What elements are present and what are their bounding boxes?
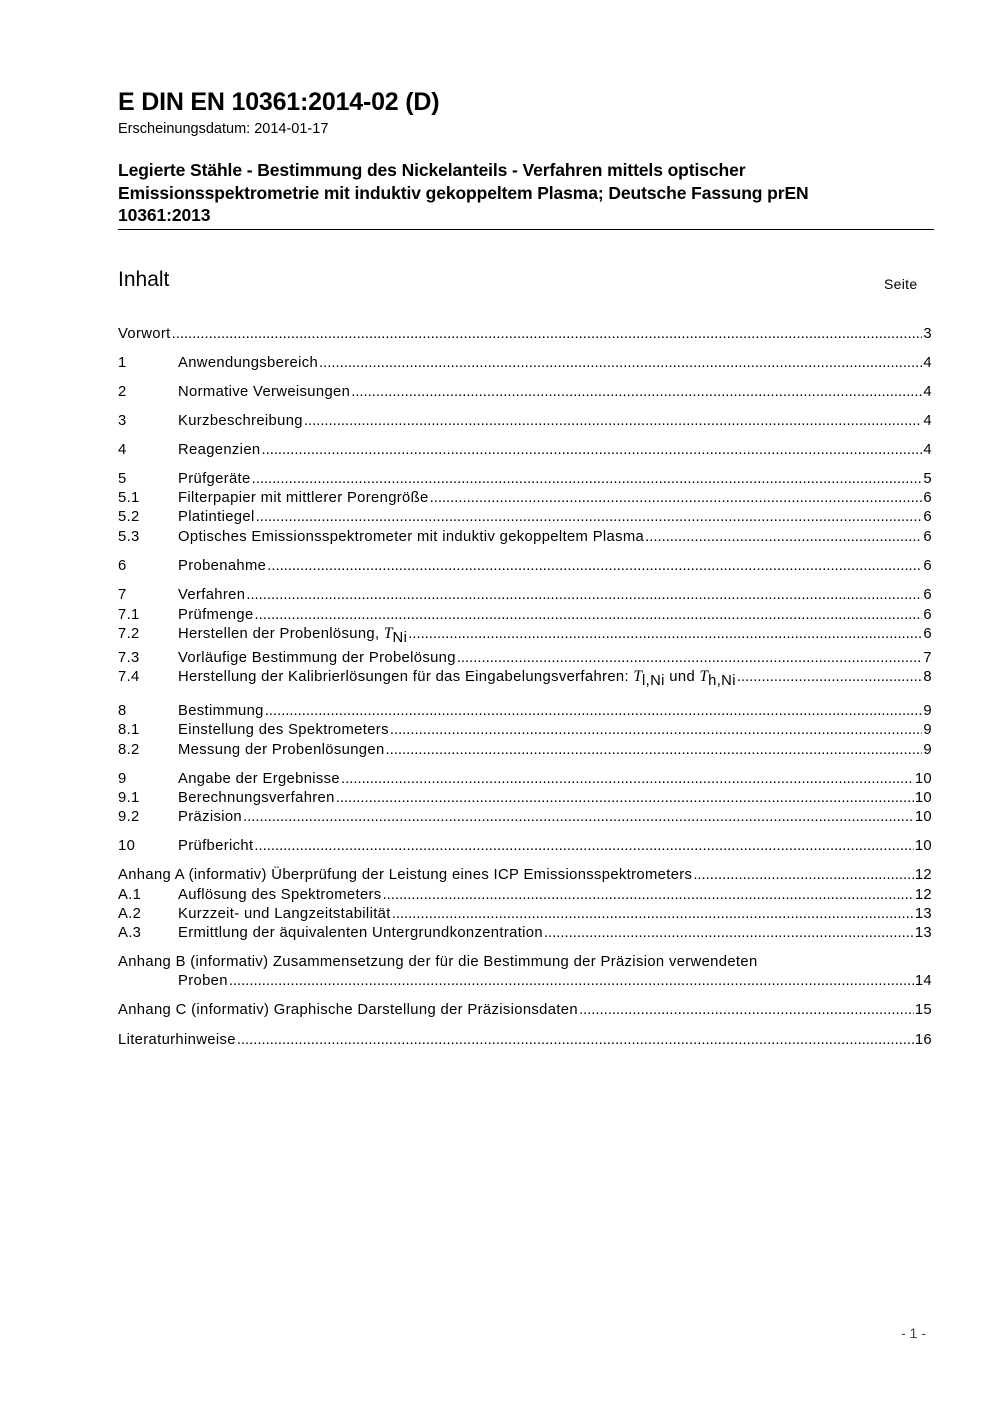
footer-page-number: - 1 - — [901, 1325, 926, 1341]
toc-entry-title: Einstellung des Spektrometers — [178, 722, 389, 738]
toc-entry-title: Angabe der Ergebnisse — [178, 771, 341, 787]
toc-heading: Inhalt — [118, 268, 170, 291]
toc-entry-number: 7.1 — [118, 607, 140, 623]
toc-entry-title: Anhang C (informativ) Graphische Darstellung der Präzisionsdaten — [118, 1002, 578, 1018]
toc-leader-dots — [229, 972, 914, 990]
toc-entry-page: 10 — [914, 771, 932, 787]
toc-entry-page: 10 — [914, 790, 932, 806]
toc-entry-number: 5 — [118, 471, 127, 487]
toc-entry-page: 13 — [914, 906, 932, 922]
toc-entry-page: 12 — [914, 887, 932, 903]
toc-entry-number: 1 — [118, 355, 127, 371]
toc-entry-7-4[interactable] — [118, 668, 932, 689]
toc-leader-dots — [319, 354, 922, 372]
symbol-t-low: T — [633, 668, 643, 685]
toc-entry-title: Berechnungsverfahren — [178, 790, 335, 806]
toc-leader-dots — [254, 837, 913, 855]
toc-entry-number: 7.3 — [118, 650, 140, 666]
toc-leader-dots — [737, 668, 923, 686]
toc-entry-number: 5.2 — [118, 509, 140, 525]
toc-entry-number: 8 — [118, 703, 127, 719]
toc-entry-title: Anwendungsbereich — [178, 355, 319, 371]
toc-entry-8-1[interactable] — [118, 721, 932, 739]
toc-entry-title: Messung der Probenlösungen — [178, 742, 385, 758]
toc-entry-a-3[interactable] — [118, 924, 932, 942]
toc-entry-number: 7 — [118, 587, 127, 603]
toc-entry-page: 9 — [923, 722, 932, 738]
toc-entry-page: 10 — [914, 809, 932, 825]
toc-leader-dots — [408, 625, 922, 643]
toc-entry-page: 6 — [923, 558, 932, 574]
toc-entry-title: Prüfmenge — [178, 607, 254, 623]
toc-entry-7-2[interactable] — [118, 625, 932, 646]
toc-leader-dots — [246, 586, 922, 604]
toc-entry-page: 9 — [923, 703, 932, 719]
toc-entry-title: Normative Verweisungen — [178, 384, 351, 400]
toc-entry-page: 4 — [923, 355, 932, 371]
toc-entry-number: 9 — [118, 771, 127, 787]
table-of-contents — [118, 0, 932, 1100]
symbol-t-high: T — [699, 668, 709, 685]
toc-entry-5-1[interactable] — [118, 489, 932, 507]
toc-entry-9-2[interactable] — [118, 808, 932, 826]
toc-entry-number: 9.2 — [118, 809, 140, 825]
toc-entry-8-2[interactable] — [118, 741, 932, 759]
toc-entry-number: 9.1 — [118, 790, 140, 806]
toc-leader-dots — [304, 412, 923, 430]
toc-entry-page: 9 — [923, 742, 932, 758]
toc-leader-dots — [645, 528, 922, 546]
toc-entry-number: 4 — [118, 442, 127, 458]
toc-entry-page: 6 — [923, 529, 932, 545]
toc-entry-anhang-c[interactable] — [118, 1001, 932, 1019]
toc-leader-dots — [430, 489, 923, 507]
toc-entry-title: Probenahme — [178, 558, 267, 574]
toc-entry-title: Ermittlung der äquivalenten Untergrundkonzentration — [178, 925, 543, 941]
toc-leader-dots — [693, 866, 914, 884]
toc-entry-title: Verfahren — [178, 587, 246, 603]
toc-entry-title-continuation: Proben — [178, 973, 228, 989]
toc-entry-anhang-a[interactable] — [118, 866, 932, 884]
toc-leader-dots — [172, 325, 923, 343]
toc-leader-dots — [243, 808, 914, 826]
toc-entry-title: Kurzbeschreibung — [178, 413, 303, 429]
toc-entry-page: 6 — [923, 490, 932, 506]
toc-entry-page: 3 — [923, 326, 932, 342]
document-title-line: 10361:2013 — [118, 205, 211, 225]
toc-entry-page: 6 — [923, 626, 932, 642]
toc-entry-10[interactable] — [118, 837, 932, 855]
symbol-subscript-low: l,Ni — [642, 673, 665, 689]
toc-entry-page: 6 — [923, 607, 932, 623]
toc-leader-dots — [390, 721, 923, 739]
toc-entry-6[interactable] — [118, 557, 932, 575]
toc-entry-number: 7.4 — [118, 669, 140, 685]
toc-entry-7-3[interactable] — [118, 649, 932, 667]
toc-entry-anhang-b[interactable] — [118, 972, 932, 990]
toc-entry-page: 5 — [923, 471, 932, 487]
toc-entry-number: 7.2 — [118, 626, 140, 642]
toc-entry-4[interactable] — [118, 441, 932, 459]
toc-entry-number: 3 — [118, 413, 127, 429]
toc-entry-page: 14 — [914, 973, 932, 989]
toc-entry-number: 5.1 — [118, 490, 140, 506]
toc-entry-title: Kurzzeit- und Langzeitstabilität — [178, 906, 391, 922]
toc-entry-page: 15 — [914, 1002, 932, 1018]
toc-entry-number: A.3 — [118, 925, 142, 941]
toc-leader-dots — [336, 789, 914, 807]
toc-entry-number: 8.1 — [118, 722, 140, 738]
toc-entry-5-3[interactable] — [118, 528, 932, 546]
toc-entry-title: Optisches Emissionsspektrometer mit induktiv gekoppeltem Plasma — [178, 529, 645, 545]
toc-entry-page: 8 — [923, 669, 932, 685]
toc-entry-title: Reagenzien — [178, 442, 261, 458]
toc-entry-conjunction: und — [664, 669, 700, 685]
toc-entry-title: Anhang A (informativ) Überprüfung der Leistung eines ICP Emissionsspektrometers — [118, 867, 693, 883]
toc-entry-8[interactable] — [118, 702, 932, 720]
toc-leader-dots — [544, 924, 914, 942]
document-title-line: Emissionsspektrometrie mit induktiv gekoppeltem Plasma; Deutsche Fassung prEN — [118, 182, 809, 203]
toc-leader-dots — [579, 1001, 914, 1019]
toc-entry-3[interactable] — [118, 412, 932, 430]
toc-entry-literaturhinweise[interactable] — [118, 1031, 932, 1049]
toc-entry-5[interactable] — [118, 470, 932, 488]
toc-leader-dots — [256, 508, 923, 526]
toc-entry-2[interactable] — [118, 383, 932, 401]
toc-leader-dots — [255, 606, 923, 624]
toc-entry-page: 10 — [914, 838, 932, 854]
toc-entry-page: 16 — [914, 1032, 932, 1048]
document-id: E DIN EN 10361:2014-02 (D) — [118, 88, 440, 116]
toc-entry-page: 4 — [923, 413, 932, 429]
toc-entry-page: 4 — [923, 384, 932, 400]
toc-entry-title: Filterpapier mit mittlerer Porengröße — [178, 490, 429, 506]
document-title-line: Legierte Stähle - Bestimmung des Nickelanteils - Verfahren mittels optischer — [118, 160, 746, 180]
symbol-subscript-high: h,Ni — [708, 673, 736, 689]
toc-entry-page: 6 — [923, 587, 932, 603]
toc-entry-9-1[interactable] — [118, 789, 932, 807]
toc-entry-title: Bestimmung — [178, 703, 264, 719]
toc-entry-title: Literaturhinweise — [118, 1032, 236, 1048]
toc-leader-dots — [261, 441, 922, 459]
publication-date: Erscheinungsdatum: 2014-01-17 — [118, 121, 329, 137]
toc-entry-title: Anhang B (informativ) Zusammensetzung der für die Bestimmung der Präzision verwendeten — [118, 954, 758, 970]
toc-entry-title-text: Herstellung der Kalibrierlösungen für das Eingabelungsverfahren: — [178, 669, 634, 685]
toc-entry-page: 6 — [923, 509, 932, 525]
symbol-subscript: Ni — [392, 630, 408, 646]
toc-entry-number: 8.2 — [118, 742, 140, 758]
toc-entry-number: 6 — [118, 558, 127, 574]
toc-entry-vorwort[interactable] — [118, 325, 932, 343]
toc-entry-title — [178, 668, 736, 689]
toc-entry-7[interactable] — [118, 586, 932, 604]
toc-entry-page: 13 — [914, 925, 932, 941]
toc-entry-title: Vorwort — [118, 326, 171, 342]
toc-entry-9[interactable] — [118, 770, 932, 788]
toc-entry-anhang-b-line1[interactable] — [118, 953, 932, 971]
toc-entry-page: 4 — [923, 442, 932, 458]
toc-entry-number: A.2 — [118, 906, 142, 922]
toc-leader-dots — [252, 470, 923, 488]
toc-entry-title: Präzision — [178, 809, 243, 825]
toc-entry-title-text: Herstellen der Probenlösung, — [178, 626, 384, 642]
toc-entry-7-1[interactable] — [118, 606, 932, 624]
toc-leader-dots — [457, 649, 923, 667]
toc-leader-dots — [392, 905, 914, 923]
toc-leader-dots — [267, 557, 922, 575]
toc-entry-page: 7 — [923, 650, 932, 666]
toc-entry-5-2[interactable] — [118, 508, 932, 526]
toc-entry-title: Prüfgeräte — [178, 471, 251, 487]
toc-entry-page: 12 — [914, 867, 932, 883]
toc-entry-1[interactable] — [118, 354, 932, 372]
toc-page-column-label: Seite — [884, 276, 918, 292]
toc-entry-title: Platintiegel — [178, 509, 255, 525]
toc-entry-a-1[interactable] — [118, 886, 932, 904]
toc-leader-dots — [237, 1031, 914, 1049]
toc-entry-number: A.1 — [118, 887, 142, 903]
toc-leader-dots — [341, 770, 914, 788]
toc-entry-title — [178, 625, 408, 646]
toc-leader-dots — [386, 741, 923, 759]
toc-entry-number: 2 — [118, 384, 127, 400]
toc-entry-title: Vorläufige Bestimmung der Probelösung — [178, 650, 456, 666]
toc-leader-dots — [351, 383, 922, 401]
toc-entry-number: 5.3 — [118, 529, 140, 545]
toc-leader-dots — [265, 702, 923, 720]
toc-leader-dots — [383, 886, 914, 904]
toc-entry-a-2[interactable] — [118, 905, 932, 923]
symbol-t: T — [383, 625, 393, 642]
toc-entry-title: Auflösung des Spektrometers — [178, 887, 382, 903]
toc-entry-title: Prüfbericht — [178, 838, 254, 854]
toc-entry-number: 10 — [118, 838, 136, 854]
